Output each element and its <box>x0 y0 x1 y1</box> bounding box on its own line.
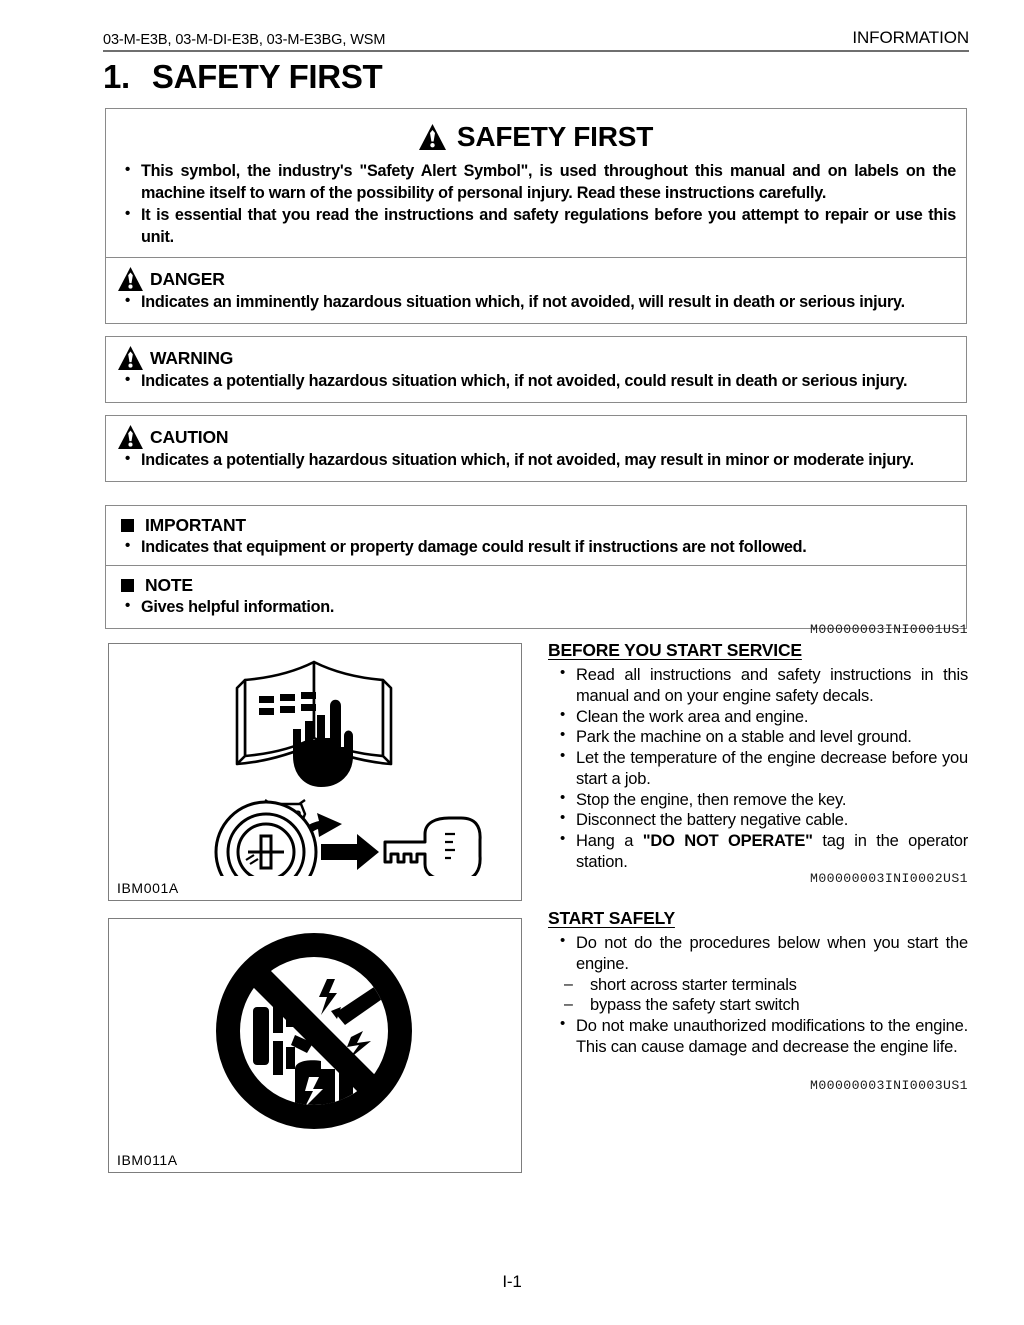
reference-code-2: M00000003INI0002US1 <box>810 871 968 886</box>
text-after-tag: tag in the operator station. <box>576 832 969 872</box>
danger-box <box>105 257 967 324</box>
figure-ibm011a <box>108 918 522 1173</box>
important-heading <box>118 515 956 536</box>
note-box <box>105 565 967 629</box>
header-divider <box>103 50 969 52</box>
manual-hand-ignition-key-illustration <box>109 644 519 876</box>
list-item: • Read all instructions and safety instructions in this manual and on your engine safety decals. <box>548 665 968 707</box>
section-heading: START SAFELY <box>548 908 675 928</box>
alert-triangle-icon <box>118 267 143 291</box>
important-bullet-list <box>116 537 956 559</box>
warning-label: WARNING <box>150 347 234 368</box>
safety-first-box <box>105 108 967 258</box>
list-item: • Indicates an imminently hazardous situation which, if not avoided, will result in death or serious injury. <box>116 292 956 314</box>
reference-code-1: M00000003INI0001US1 <box>810 622 968 637</box>
filled-square-icon <box>121 519 134 532</box>
important-box <box>105 505 967 569</box>
safety-first-bullet-list <box>116 161 956 248</box>
warning-heading <box>118 346 956 370</box>
alert-triangle-icon <box>419 124 446 150</box>
list-item: • Park the machine on a stable and level ground. <box>548 727 968 748</box>
before-you-start-service-list <box>548 665 968 873</box>
start-safely-sub-list <box>548 975 968 1017</box>
note-heading <box>118 575 956 596</box>
do-not-operate-emphasis: "DO NOT OPERATE" <box>642 832 813 851</box>
page-title <box>103 58 382 96</box>
sub-list-item: – short across starter terminals <box>548 975 968 996</box>
filled-square-icon <box>121 579 134 592</box>
text-before-tag: Hang a <box>576 832 643 851</box>
warning-box <box>105 336 967 403</box>
list-item: • Do not do the procedures below when you start the engine. <box>548 933 968 975</box>
caution-box <box>105 415 967 482</box>
reference-code-3: M00000003INI0003US1 <box>810 1078 968 1093</box>
note-bullet-list <box>116 597 956 619</box>
header-model-codes: 03-M-E3B, 03-M-DI-E3B, 03-M-E3BG, WSM <box>103 32 386 48</box>
list-item: • Stop the engine, then remove the key. <box>548 790 968 811</box>
list-item: • Clean the work area and engine. <box>548 707 968 728</box>
list-item-do-not-operate <box>548 831 968 873</box>
list-item: • It is essential that you read the instructions and safety regulations before you attempt to repair or use this unit. <box>116 205 956 248</box>
section-before-you-start-service <box>548 640 968 873</box>
page-number: I-1 <box>502 1272 522 1291</box>
start-safely-list <box>548 933 968 975</box>
note-label: NOTE <box>145 575 193 595</box>
important-label: IMPORTANT <box>145 515 246 535</box>
list-item: • Disconnect the battery negative cable. <box>548 810 968 831</box>
figure-caption: IBM011A <box>117 1152 178 1168</box>
page-header <box>103 28 969 48</box>
danger-heading <box>118 267 956 291</box>
figure-caption: IBM001A <box>117 880 179 896</box>
safety-first-title <box>116 121 956 153</box>
list-item: • Let the temperature of the engine decrease before you start a job. <box>548 748 968 790</box>
no-short-starter-terminals-prohibition-illustration <box>109 919 519 1147</box>
section-start-safely <box>548 908 968 1058</box>
alert-triangle-icon <box>118 346 143 370</box>
list-item: • Gives helpful information. <box>116 597 956 619</box>
danger-label: DANGER <box>150 268 225 289</box>
caution-label: CAUTION <box>150 426 229 447</box>
list-item: • Do not make unauthorized modifications to the engine. This can cause damage and decrease the engine life. <box>548 1016 968 1058</box>
chapter-number: 1. <box>103 58 130 95</box>
alert-triangle-icon <box>118 425 143 449</box>
danger-bullet-list <box>116 292 956 314</box>
safety-first-title-text: SAFETY FIRST <box>456 121 654 152</box>
list-item: • Indicates that equipment or property damage could result if instructions are not followed. <box>116 537 956 559</box>
warning-bullet-list <box>116 371 956 393</box>
header-section-name: INFORMATION <box>852 28 969 47</box>
section-heading: BEFORE YOU START SERVICE <box>548 640 802 660</box>
caution-heading <box>118 425 956 449</box>
figure-ibm001a <box>108 643 522 901</box>
list-item: • This symbol, the industry's "Safety Alert Symbol", is used throughout this manual and on labels on the machine itself to warn of the possibility of personal injury. Read these instructions carefully. <box>116 161 956 204</box>
start-safely-list-continued <box>548 1016 968 1058</box>
caution-bullet-list <box>116 450 956 472</box>
list-item: • Indicates a potentially hazardous situation which, if not avoided, may result in minor or moderate injury. <box>116 450 956 472</box>
sub-list-item: – bypass the safety start switch <box>548 995 968 1016</box>
chapter-title-text: SAFETY FIRST <box>151 58 383 95</box>
list-item: • Indicates a potentially hazardous situation which, if not avoided, could result in death or serious injury. <box>116 371 956 393</box>
